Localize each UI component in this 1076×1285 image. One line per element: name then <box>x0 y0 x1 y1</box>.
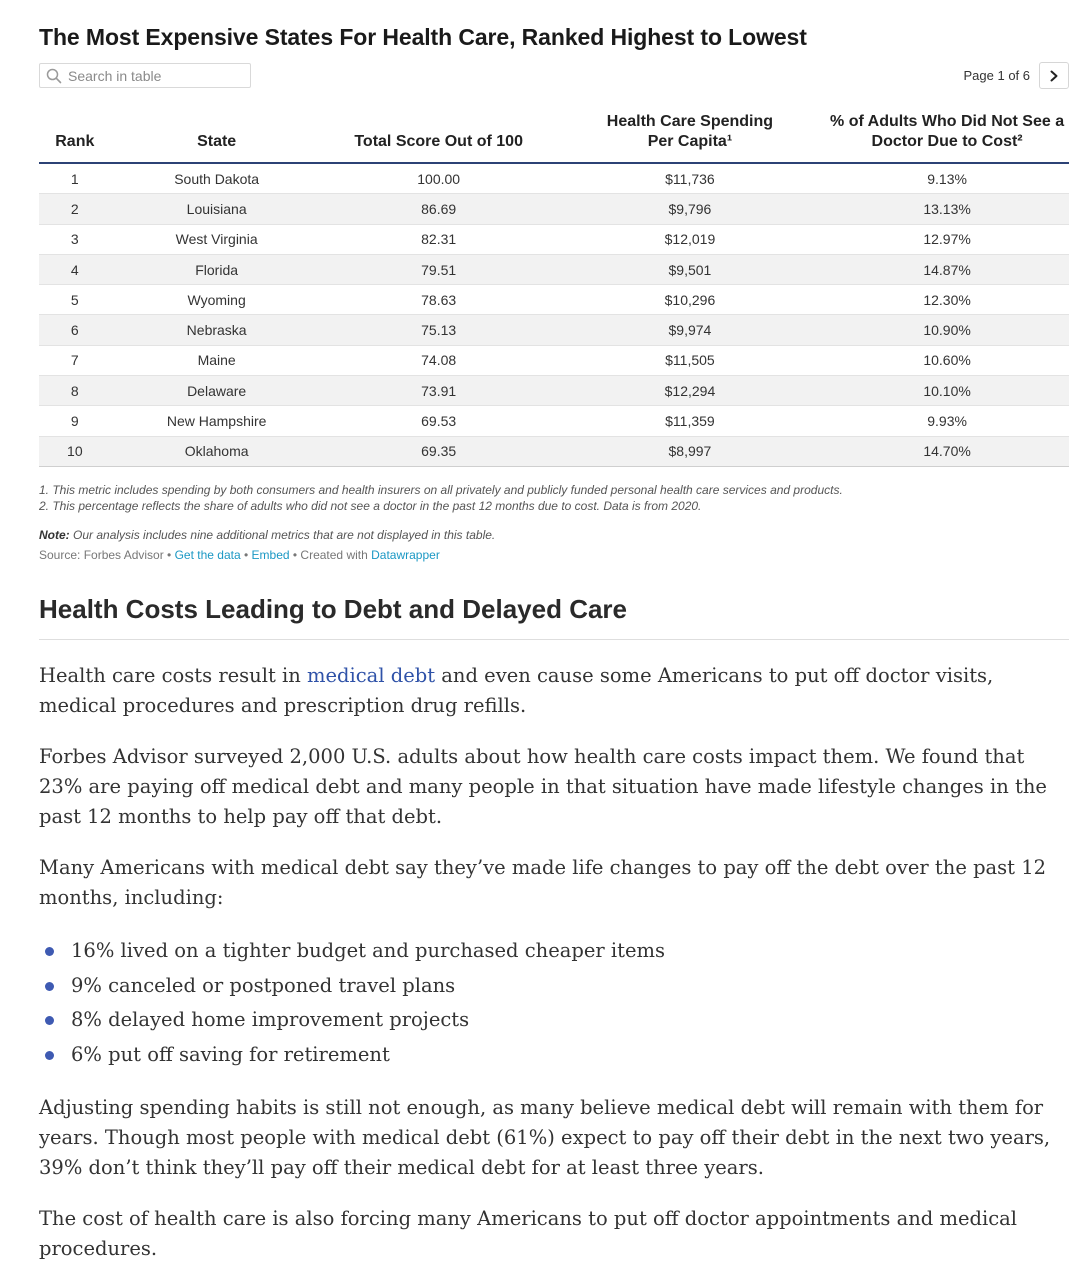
source-line <box>39 548 440 562</box>
column-header-spending[interactable] <box>555 112 825 163</box>
cell-rank: 2 <box>39 194 111 224</box>
cell-score: 100.00 <box>417 170 461 187</box>
column-header-label: Health Care Spending <box>606 113 774 130</box>
table-row <box>39 224 1069 254</box>
cell-score: 74.08 <box>421 352 457 369</box>
paragraph-text: and even cause some Americans to put off doctor visits, medical procedures and prescription drug refills. <box>39 664 994 717</box>
column-header-score[interactable] <box>323 112 555 163</box>
bullet-list <box>39 934 1069 1072</box>
page-indicator: Page 1 of 6 <box>963 68 1030 83</box>
list-item <box>39 1003 1069 1038</box>
chevron-right-icon <box>1048 70 1060 82</box>
cell-spending: $9,501 <box>555 254 825 284</box>
table-row <box>39 285 1069 315</box>
get-data-link[interactable]: Get the data <box>174 548 241 562</box>
cell-rank: 5 <box>70 291 79 308</box>
cell-rank: 4 <box>39 254 111 284</box>
list-item-text: 9% canceled or postponed travel plans <box>71 973 456 997</box>
cell-no-doctor-pct: 12.97% <box>923 231 971 248</box>
paragraph: Adjusting spending habits is still not enough, as many believe medical debt will remain with them for years. Though most people with medical debt (61%) expect to pay off their debt in the next two years, 39% don’t think they’ll pay off their medical debt for at least three years. <box>39 1096 1051 1179</box>
bullet-dot-icon <box>45 947 54 956</box>
source-created-with: • Created with <box>289 548 372 562</box>
cell-rank: 6 <box>39 315 111 345</box>
cell-state: Oklahoma <box>111 436 323 466</box>
cell-no-doctor-pct: 10.90% <box>825 315 1069 345</box>
column-header-label: Rank <box>55 133 95 150</box>
medical-debt-link[interactable]: medical debt <box>307 664 436 687</box>
cell-score: 86.69 <box>323 194 555 224</box>
table-header-row <box>39 112 1069 163</box>
column-header-label: Total Score Out of 100 <box>354 133 523 150</box>
list-item <box>39 1038 1069 1073</box>
cell-rank: 9 <box>70 413 79 430</box>
column-header-no-doctor[interactable] <box>825 112 1069 163</box>
column-header-label: Per Capita¹ <box>647 133 733 150</box>
datawrapper-link[interactable]: Datawrapper <box>371 548 440 562</box>
cell-no-doctor-pct: 14.70% <box>825 436 1069 466</box>
cell-rank: 8 <box>39 376 111 406</box>
bullet-dot-icon <box>45 1016 54 1025</box>
source-separator: • <box>240 548 252 562</box>
cell-rank: 1 <box>70 170 79 187</box>
column-header-state[interactable] <box>111 112 323 163</box>
cell-state: Nebraska <box>111 315 323 345</box>
next-page-button[interactable] <box>1039 62 1069 89</box>
cell-score: 79.51 <box>323 254 555 284</box>
cell-score: 75.13 <box>323 315 555 345</box>
list-item <box>39 934 1069 969</box>
cell-no-doctor-pct: 10.10% <box>825 376 1069 406</box>
paragraph: The cost of health care is also forcing many Americans to put off doctor appointments and medical procedures. <box>39 1207 1017 1260</box>
source-prefix: Source: Forbes Advisor • <box>39 548 175 562</box>
list-item <box>39 969 1069 1004</box>
search-icon <box>46 68 62 84</box>
table-row <box>39 406 1069 436</box>
list-item-text: 6% put off saving for retirement <box>71 1042 390 1066</box>
column-header-label: Doctor Due to Cost² <box>871 133 1023 150</box>
cell-spending: $9,974 <box>555 315 825 345</box>
cell-score: 69.35 <box>323 436 555 466</box>
cell-spending: $8,997 <box>555 436 825 466</box>
bullet-dot-icon <box>45 982 54 991</box>
cell-no-doctor-pct: 9.93% <box>927 413 967 430</box>
cell-no-doctor-pct: 12.30% <box>923 291 971 308</box>
note-label: Note: <box>39 528 70 542</box>
table-row <box>39 163 1069 194</box>
list-item-text: 8% delayed home improvement projects <box>71 1008 470 1031</box>
cell-state: Delaware <box>111 376 323 406</box>
cell-spending: $11,505 <box>665 352 715 369</box>
paragraph <box>39 661 1069 721</box>
cell-score: 78.63 <box>421 291 457 308</box>
footnote-1: 1. This metric includes spending by both consumers and health insurers on all privately and publicly funded personal health care services and products. <box>39 483 843 497</box>
cell-state: Louisiana <box>111 194 323 224</box>
column-header-label: % of Adults Who Did Not See a <box>830 113 1065 130</box>
table-row <box>39 345 1069 375</box>
article-body <box>39 661 1069 1285</box>
cell-rank: 3 <box>70 231 79 248</box>
table-title: The Most Expensive States For Health Care, Ranked Highest to Lowest <box>39 24 807 50</box>
cell-state: Wyoming <box>187 291 246 308</box>
table-body <box>39 163 1069 466</box>
cell-score: 73.91 <box>323 376 555 406</box>
cell-score: 69.53 <box>421 413 457 430</box>
cell-spending: $11,359 <box>665 413 715 430</box>
search-box[interactable] <box>39 63 251 88</box>
cell-score: 82.31 <box>421 231 457 248</box>
cell-spending: $12,019 <box>664 231 716 248</box>
table-row <box>39 254 1069 284</box>
cell-spending: $10,296 <box>664 291 716 308</box>
pagination <box>964 62 1070 89</box>
states-table <box>39 112 1069 467</box>
cell-spending: $12,294 <box>555 376 825 406</box>
cell-no-doctor-pct: 13.13% <box>825 194 1069 224</box>
section-heading: Health Costs Leading to Debt and Delayed Care <box>39 594 1069 640</box>
list-item-text: 16% lived on a tighter budget and purchased cheaper items <box>71 939 666 962</box>
cell-state: New Hampshire <box>166 413 267 430</box>
cell-no-doctor-pct: 10.60% <box>923 352 971 369</box>
cell-state: Florida <box>111 254 323 284</box>
cell-rank: 10 <box>39 436 111 466</box>
cell-no-doctor-pct: 14.87% <box>825 254 1069 284</box>
note-text: Our analysis includes nine additional metrics that are not displayed in this table. <box>69 528 496 542</box>
paragraph: Forbes Advisor surveyed 2,000 U.S. adults about how health care costs impact them. We found that 23% are paying off medical debt and many people in that situation have made lifestyle changes in the past 12 months to help pay off that debt. <box>39 745 1047 828</box>
table-row <box>39 194 1069 224</box>
cell-state: West Virginia <box>175 231 258 248</box>
search-input[interactable] <box>68 68 238 84</box>
footnotes <box>39 482 843 514</box>
embed-link[interactable]: Embed <box>251 548 290 562</box>
bullet-dot-icon <box>45 1051 54 1060</box>
cell-no-doctor-pct: 9.13% <box>927 170 967 187</box>
paragraph: Many Americans with medical debt say they’ve made life changes to pay off the debt over the past 12 months, including: <box>39 856 1047 909</box>
cell-state: Maine <box>197 352 236 369</box>
column-header-rank[interactable] <box>39 112 111 163</box>
table-row <box>39 376 1069 406</box>
cell-spending: $9,796 <box>555 194 825 224</box>
cell-rank: 7 <box>70 352 79 369</box>
table-row <box>39 436 1069 466</box>
cell-spending: $11,736 <box>665 170 715 187</box>
cell-state: South Dakota <box>174 170 260 187</box>
paragraph-text: Health care costs result in <box>39 664 308 687</box>
table-note <box>39 528 495 542</box>
column-header-label: State <box>197 133 237 150</box>
footnote-2: 2. This percentage reflects the share of adults who did not see a doctor in the past 12 months due to cost. Data is from 2020. <box>39 499 702 513</box>
table-row <box>39 315 1069 345</box>
